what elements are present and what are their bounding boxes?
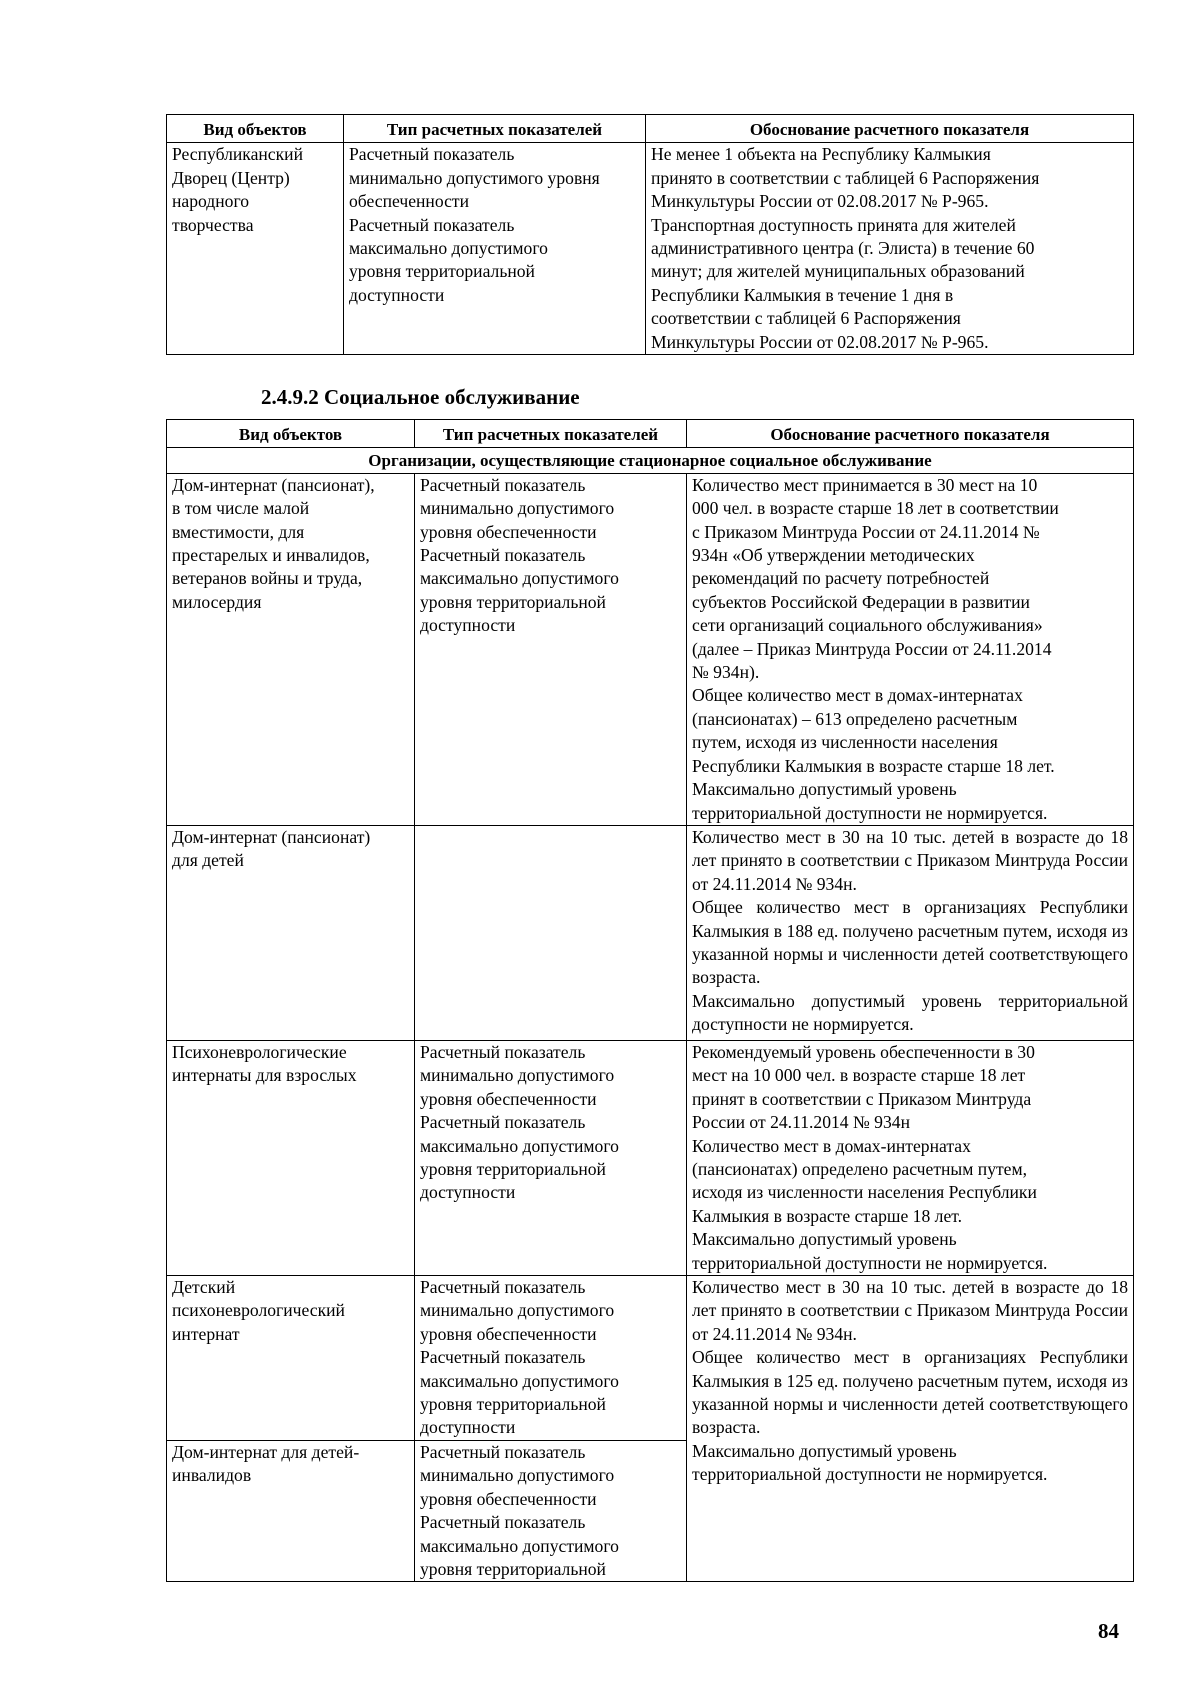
object-text: Детский психоневрологический интернат — [172, 1276, 345, 1344]
header-object-type: Вид объектов — [167, 115, 344, 143]
object-text: Психоневрологические интернаты для взрослых — [172, 1041, 357, 1086]
cell-object — [167, 825, 415, 1040]
type-text: Расчетный показатель минимально допустимого уровня обеспеченности Расчетный показатель максимально допустимого уровня территориальной доступности — [420, 474, 619, 636]
cell-basis — [646, 143, 1134, 355]
cell-object — [167, 1440, 415, 1581]
object-text: Республиканский Дворец (Центр) народного творчества — [172, 144, 303, 235]
type-text: Расчетный показатель минимально допустимого уровня обеспеченности Расчетный показатель максимально допустимого уровня территориальной доступности — [420, 1276, 619, 1438]
table-row — [167, 825, 1134, 1040]
cell-type — [415, 1040, 687, 1275]
basis-text: Не менее 1 объекта на Республику Калмыкия принято в соответствии с таблицей 6 Распоряжения Минкультуры России от 02.08.2017 № Р-965. Транспортная доступность принята для жителей административного центра (г. Элиста) в течение 60 минут; для жителей муниципальных образований Республики Калмыкия в течение 1 дня в соответствии с таблицей 6 Распоряжения Минкультуры России от 02.08.2017 № Р-965. — [651, 144, 1040, 352]
basis-paragraph: Максимально допустимый уровень территориальной доступности не нормируется. — [692, 1440, 1048, 1485]
page-number: 84 — [1098, 1619, 1119, 1643]
table-row — [167, 143, 1134, 355]
cell-object — [167, 1040, 415, 1275]
header-object-type: Вид объектов — [167, 420, 415, 448]
cell-basis — [687, 473, 1134, 825]
cell-type — [415, 825, 687, 1040]
header-indicator-type: Тип расчетных показателей — [415, 420, 687, 448]
basis-paragraph: Максимально допустимый уровень территориальной доступности не нормируется. — [692, 990, 1128, 1035]
table-header-row — [167, 115, 1134, 143]
object-text: Дом-интернат (пансионат) для детей — [172, 826, 371, 871]
cell-object — [167, 1275, 415, 1440]
header-indicator-type: Тип расчетных показателей — [344, 115, 646, 143]
basis-paragraph: Общее количество мест в организациях Республики Калмыкия в 188 ед. получено расчетным путем, исходя из указанной нормы и численности детей соответствующего возраста. — [692, 897, 1128, 988]
section-heading: 2.4.9.2 Социальное обслуживание — [261, 385, 580, 409]
cell-object — [167, 473, 415, 825]
cell-type — [344, 143, 646, 355]
basis-text: Рекомендуемый уровень обеспеченности в 30 мест на 10 000 чел. в возрасте старше 18 лет принят в соответствии с Приказом Минтруда России от 24.11.2014 № 934н Количество мест в домах-интернатах (пансионатах) определено расчетным путем, исходя из численности населения Республики Калмыкия в возрасте старше 18 лет. Максимально допустимый уровень территориальной доступности не нормируется. — [692, 1041, 1048, 1273]
subheader-stationary-services: Организации, осуществляющие стационарное социальное обслуживание — [167, 448, 1134, 473]
social-services-table — [166, 419, 1134, 1582]
header-indicator-basis: Обоснование расчетного показателя — [687, 420, 1134, 448]
cell-basis — [687, 825, 1134, 1040]
cell-type — [415, 473, 687, 825]
culture-indicators-table — [166, 114, 1134, 355]
cell-object — [167, 143, 344, 355]
cell-type — [415, 1275, 687, 1440]
basis-text: Количество мест принимается в 30 мест на 10 000 чел. в возрасте старше 18 лет в соответствии с Приказом Минтруда России от 24.11.2014 № 934н «Об утверждении методических рекомендаций по расчету потребностей субъектов Российской Федерации в развитии сети организаций социального обслуживания» (далее – Приказ Минтруда России от 24.11.2014 № 934н). Общее количество мест в домах-интернатах (пансионатах) – 613 определено расчетным путем, исходя из численности населения Республики Калмыкия в возрасте старше 18 лет. Максимально допустимый уровень территориальной доступности не нормируется. — [692, 474, 1059, 823]
cell-basis-merged — [687, 1275, 1134, 1581]
table-header-row — [167, 420, 1134, 448]
object-text: Дом-интернат (пансионат), в том числе малой вместимости, для престарелых и инвалидов, ветеранов войны и труда, милосердия — [172, 474, 375, 612]
cell-type — [415, 1440, 687, 1581]
table-row — [167, 1275, 1134, 1440]
type-text: Расчетный показатель минимально допустимого уровня обеспеченности Расчетный показатель максимально допустимого уровня территориальной доступности — [420, 1041, 619, 1203]
table-row — [167, 473, 1134, 825]
cell-basis — [687, 1040, 1134, 1275]
table-row — [167, 1040, 1134, 1275]
basis-paragraph: Количество мест в 30 на 10 тыс. детей в возрасте до 18 лет принято в соответствии с Приказом Минтруда России от 24.11.2014 № 934н. — [692, 1276, 1128, 1344]
object-text: Дом-интернат для детей- инвалидов — [172, 1441, 360, 1486]
basis-paragraph: Общее количество мест в организациях Республики Калмыкия в 125 ед. получено расчетным путем, исходя из указанной нормы и численности детей соответствующего возраста. — [692, 1347, 1128, 1438]
table-subheader-row — [167, 448, 1134, 473]
type-text: Расчетный показатель минимально допустимого уровня обеспеченности Расчетный показатель максимально допустимого уровня территориальной доступности — [349, 144, 600, 305]
type-text: Расчетный показатель минимально допустимого уровня обеспеченности Расчетный показатель максимально допустимого уровня территориальной — [420, 1441, 619, 1579]
basis-paragraph: Количество мест в 30 на 10 тыс. детей в возрасте до 18 лет принято в соответствии с Приказом Минтруда России от 24.11.2014 № 934н. — [692, 826, 1128, 894]
header-indicator-basis: Обоснование расчетного показателя — [646, 115, 1134, 143]
